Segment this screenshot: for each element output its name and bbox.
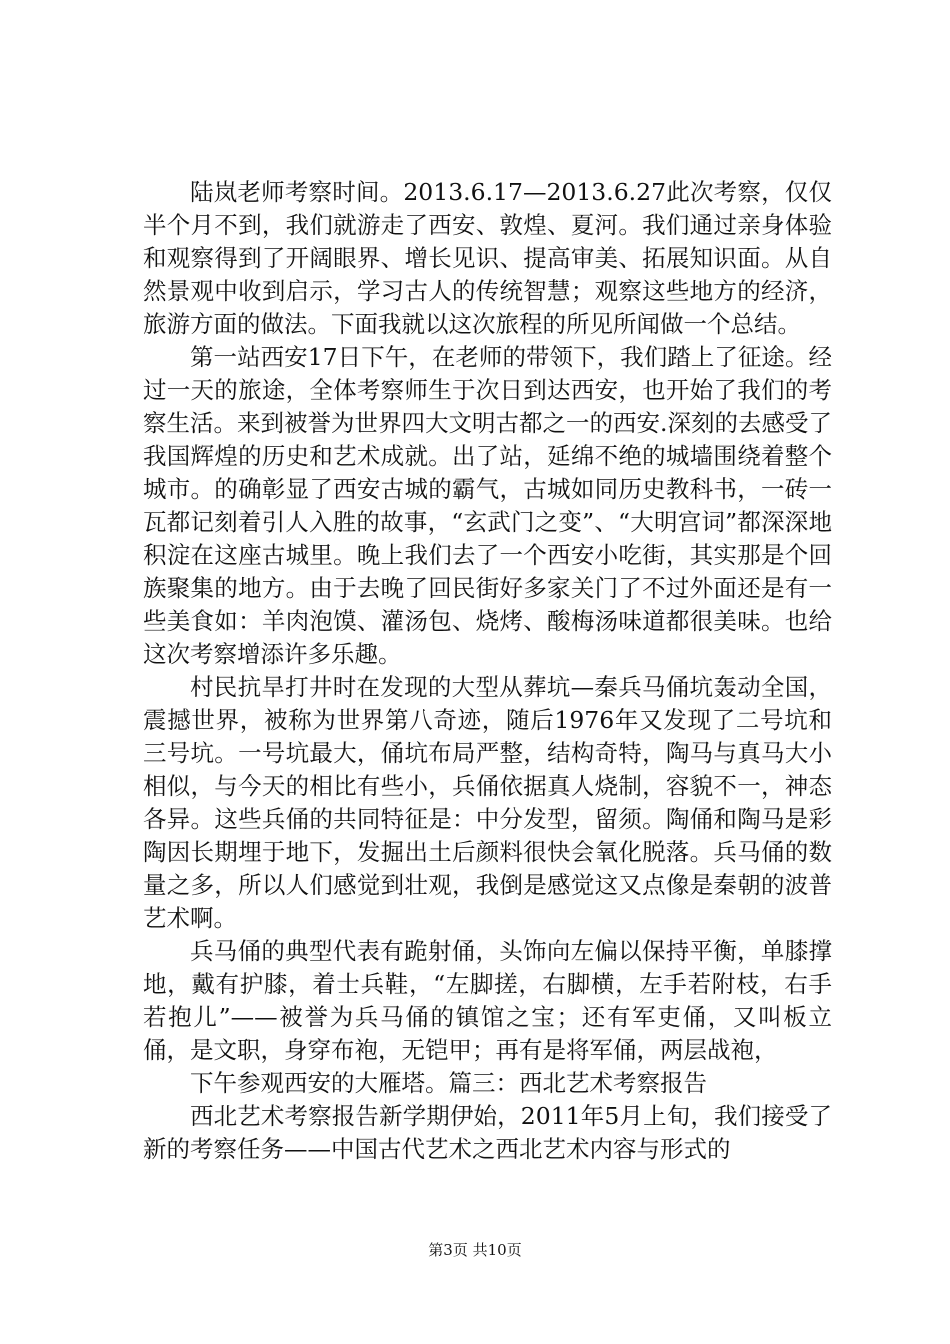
document-body — [143, 176, 832, 1166]
paragraph-terracotta-types: 兵马俑的典型代表有跪射俑，头饰向左偏以保持平衡，单膝撑地，戴有护膝，着士兵鞋，“左脚搓，右脚横，左手若附枝，右手若抱儿”——被誉为兵马俑的镇馆之宝；还有军吏俑，又叫板立俑，是文职，身穿布袍，无铠甲；再有是将军俑，两层战袍， — [143, 937, 832, 1064]
page-number-footer: 第3页 共10页 — [428, 1241, 522, 1259]
paragraph-intro: 陆岚老师考察时间。2013.6.17—2013.6.27此次考察，仅仅半个月不到，我们就游走了西安、敦煌、夏河。我们通过亲身体验和观察得到了开阔眼界、增长见识、提高审美、拓展知识面。从自然景观中收到启示，学习古人的传统智慧；观察这些地方的经济，旅游方面的做法。下面我就以这次旅程的所见所闻做一个总结。 — [143, 178, 832, 338]
paragraph-big-wild-goose-pagoda: 下午参观西安的大雁塔。篇三：西北艺术考察报告 — [190, 1069, 707, 1097]
paragraph-northwest-report: 西北艺术考察报告新学期伊始，2011年5月上旬，我们接受了新的考察任务——中国古代艺术之西北艺术内容与形式的 — [143, 1102, 832, 1163]
paragraph-terracotta-discovery: 村民抗旱打井时在发现的大型从葬坑—秦兵马俑坑轰动全国，震撼世界，被称为世界第八奇迹，随后1976年又发现了二号坑和三号坑。一号坑最大，俑坑布局严整，结构奇特，陶马与真马大小相似，与今天的相比有些小，兵俑依据真人烧制，容貌不一，神态各异。这些兵俑的共同特征是：中分发型，留须。陶俑和陶马是彩陶因长期埋于地下，发掘出土后颜料很快会氧化脱落。兵马俑的数量之多，所以人们感觉到壮观，我倒是感觉这又点像是秦朝的波普艺术啊。 — [143, 673, 832, 932]
paragraph-xian-arrival: 第一站西安17日下午，在老师的带领下，我们踏上了征途。经过一天的旅途，全体考察师生于次日到达西安，也开始了我们的考察生活。来到被誉为世界四大文明古都之一的西安.深刻的去感受了我国辉煌的历史和艺术成就。出了站，延绵不绝的城墙围绕着整个城市。的确彰显了西安古城的霸气，古城如同历史教科书，一砖一瓦都记刻着引人入胜的故事，“玄武门之变”、“大明宫词”都深深地积淀在这座古城里。晚上我们去了一个西安小吃街，其实那是个回族聚集的地方。由于去晚了回民街好多家关门了不过外面还是有一些美食如：羊肉泡馍、灌汤包、烧烤、酸梅汤味道都很美味。也给这次考察增添许多乐趣。 — [143, 343, 832, 668]
